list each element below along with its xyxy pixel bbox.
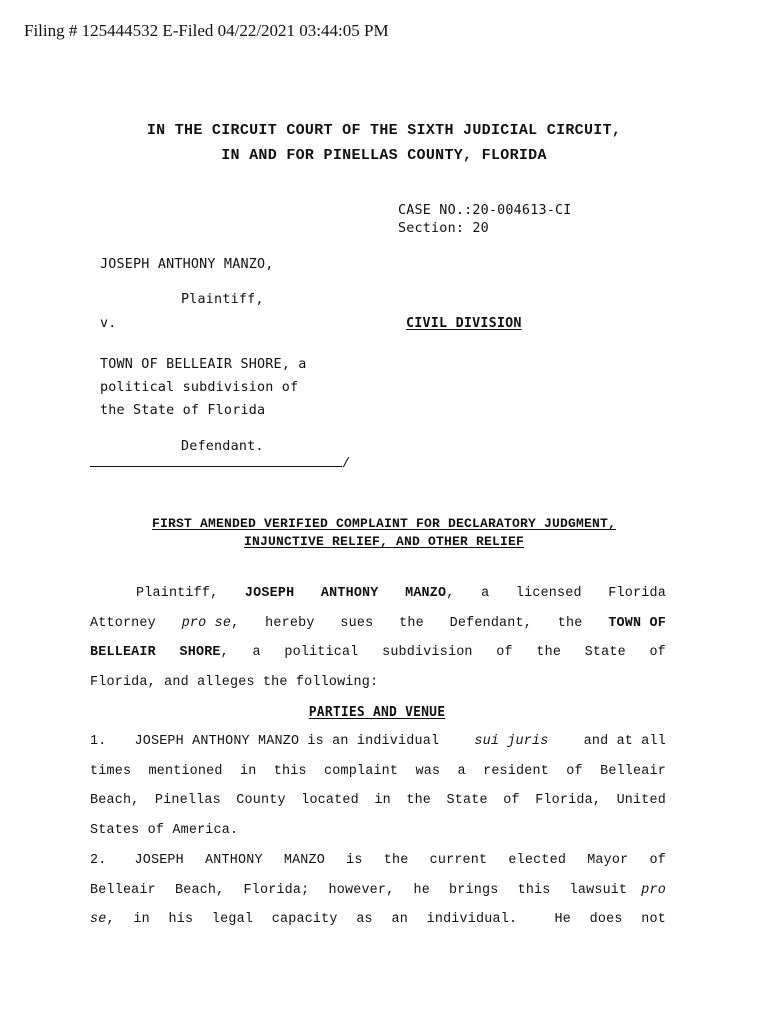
para2-line1 [90, 846, 666, 876]
paragraph-2 [90, 846, 666, 935]
defendant-line2: political subdivision of [100, 380, 299, 395]
intro-bold-word: BELLEAIR [90, 645, 156, 661]
intro-bold-word: TOWN OF [608, 615, 666, 631]
para1-number [90, 727, 106, 757]
civil-division-label: CIVIL DIVISION [406, 316, 522, 331]
intro-word: Florida [608, 586, 666, 601]
para2-italic-pro: pro [641, 882, 666, 898]
intro-word: , [220, 645, 229, 661]
intro-bold-shore [179, 638, 228, 668]
intro-word: the [399, 615, 424, 631]
intro-word: Plaintiff, [136, 586, 219, 601]
intro-word: sues [340, 615, 374, 631]
court-heading-line1: IN THE CIRCUIT COURT OF THE SIXTH JUDICIAL CIRCUIT, [146, 122, 622, 139]
intro-bold-name [405, 579, 454, 609]
intro-word: Attorney [90, 615, 156, 631]
plaintiff-name: JOSEPH ANTHONY MANZO, [100, 257, 274, 272]
intro-word: of [649, 645, 666, 661]
document-title-line2: INJUNCTIVE RELIEF, AND OTHER RELIEF [243, 534, 525, 549]
intro-line4: Florida, and alleges the following: [90, 674, 379, 690]
intro-word: , [231, 615, 240, 631]
para1-num-text: 1. [90, 734, 107, 749]
para1-line1 [90, 727, 666, 757]
para2-line3-text: , in his legal capacity as an individual. He does not [106, 912, 666, 928]
intro-word: licensed [515, 586, 582, 601]
caption-rule [90, 452, 350, 472]
case-number: CASE NO.:20-004613-CI [398, 203, 572, 218]
intro-line1 [90, 579, 666, 609]
para1-line4: States of America. [90, 822, 239, 838]
intro-paragraph [90, 579, 666, 697]
intro-line3 [90, 638, 666, 668]
intro-word: hereby [265, 615, 315, 631]
defendant-line1: TOWN OF BELLEAIR SHORE, a [100, 357, 307, 372]
para2-line1-text: JOSEPH ANTHONY MANZO is the current elected Mayor of [134, 853, 666, 868]
intro-word: political [284, 645, 359, 661]
caption-slash: / [342, 457, 351, 472]
intro-bold-word: SHORE [179, 645, 221, 661]
case-section: Section: 20 [398, 221, 489, 236]
para1-text-b: and at all [583, 734, 666, 749]
para2-line2 [90, 876, 666, 906]
intro-word: State [584, 645, 626, 661]
intro-bold-name [245, 579, 294, 609]
paragraph-1 [90, 727, 666, 845]
para1-line2-text: times mentioned in this complaint was a resident of Belleair [90, 763, 666, 779]
intro-word: of [496, 645, 513, 661]
plaintiff-role: Plaintiff, [181, 292, 264, 307]
intro-bold-word: JOSEPH [244, 586, 295, 601]
para1-text-a: JOSEPH ANTHONY MANZO is an individual [134, 734, 440, 749]
para2-line2-text: Belleair Beach, Florida; however, he brings this lawsuit [90, 882, 628, 898]
para2-line3 [90, 905, 666, 935]
intro-bold-belleair [90, 638, 156, 668]
intro-word: Defendant, [449, 615, 532, 631]
para2-italic-se: se [90, 912, 107, 928]
intro-word: subdivision [382, 645, 473, 661]
intro-bold-town [608, 609, 666, 639]
filing-stamp: Filing # 125444532 E-Filed 04/22/2021 03:44:05 PM [24, 21, 389, 40]
section-heading: PARTIES AND VENUE [308, 705, 446, 720]
document-title-line1: FIRST AMENDED VERIFIED COMPLAINT FOR DECLARATORY JUDGMENT, [151, 516, 617, 531]
intro-bold-name [321, 579, 379, 609]
intro-word: , [446, 586, 455, 601]
intro-word: a [481, 586, 490, 601]
para1-line3 [90, 786, 666, 816]
para1-italic: sui juris [474, 734, 549, 749]
para2-number: 2. [90, 853, 107, 868]
versus: v. [100, 316, 117, 331]
intro-word: a [252, 645, 261, 661]
intro-italic-word: pro se [181, 615, 232, 631]
intro-word: the [557, 615, 583, 631]
intro-line2 [90, 609, 666, 639]
intro-pro-se [182, 609, 240, 639]
para1-line2 [90, 757, 666, 787]
court-heading-line2: IN AND FOR PINELLAS COUNTY, FLORIDA [221, 147, 547, 164]
intro-bold-word: MANZO [405, 586, 447, 601]
intro-word: the [536, 645, 562, 661]
defendant-line3: the State of Florida [100, 403, 266, 418]
intro-bold-word: ANTHONY [320, 586, 379, 601]
caption-underline [90, 452, 342, 467]
para1-line3-text: Beach, Pinellas County located in the State of Florida, United [90, 793, 666, 809]
para1-line1-text [106, 727, 666, 757]
defendant-role: Defendant. [181, 439, 264, 454]
